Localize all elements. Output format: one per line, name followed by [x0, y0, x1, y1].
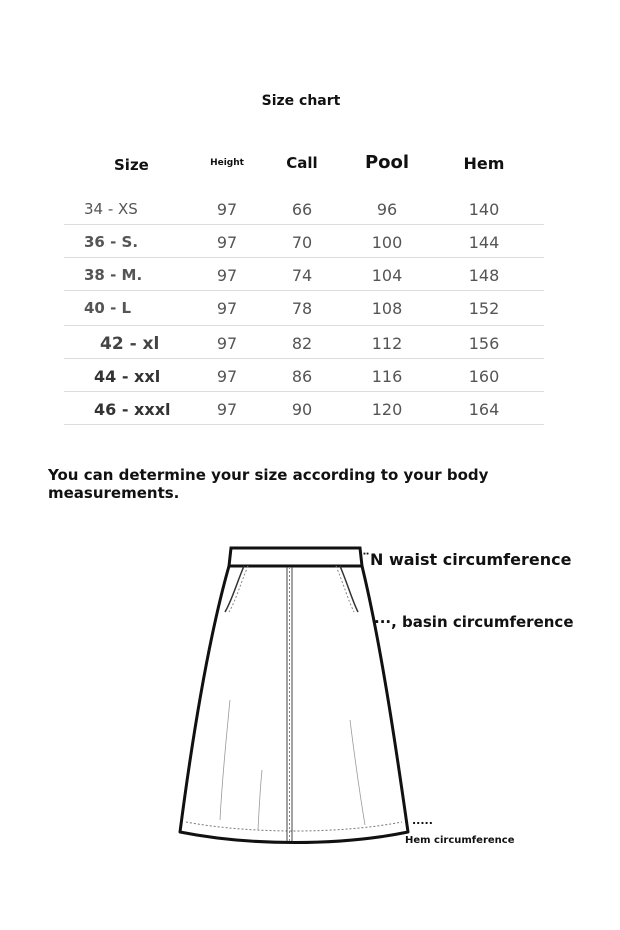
cell-size: 46 - xxxl: [94, 400, 171, 419]
cell-height: 97: [216, 266, 238, 285]
header-hem: Hem: [463, 154, 505, 173]
cell-pool: 96: [376, 200, 398, 219]
hem-dots: .....: [412, 814, 433, 827]
cell-pool: 116: [371, 367, 403, 386]
cell-pool: 112: [371, 334, 403, 353]
basin-label: ···, basin circumference: [374, 613, 574, 631]
cell-pool: 100: [371, 233, 403, 252]
cell-call: 70: [291, 233, 313, 252]
cell-hem: 152: [468, 299, 500, 318]
fold-line: [258, 770, 262, 830]
hem-label: Hem circumference: [405, 835, 515, 846]
chart-title: Size chart: [261, 93, 341, 109]
cell-pool: 104: [371, 266, 403, 285]
header-call: Call: [286, 154, 318, 172]
cell-call: 90: [291, 400, 313, 419]
cell-height: 97: [216, 233, 238, 252]
skirt-outline: [180, 566, 408, 843]
cell-call: 78: [291, 299, 313, 318]
cell-pool: 120: [371, 400, 403, 419]
cell-size: 40 - L: [84, 299, 132, 317]
cell-height: 97: [216, 299, 238, 318]
fold-line: [220, 700, 230, 820]
cell-hem: 148: [468, 266, 500, 285]
cell-size: 36 - S.: [84, 233, 139, 251]
cell-height: 97: [216, 334, 238, 353]
cell-call: 82: [291, 334, 313, 353]
cell-call: 86: [291, 367, 313, 386]
measurement-note: You can determine your size according to your body measurements.: [48, 466, 489, 502]
hem-stitch: [186, 822, 402, 831]
waist-label: ¨N waist circumference: [362, 550, 572, 569]
cell-hem: 160: [468, 367, 500, 386]
left-pocket-stitch: [229, 566, 248, 612]
cell-size: 38 - M.: [84, 266, 143, 284]
cell-height: 97: [216, 400, 238, 419]
right-pocket-stitch: [336, 566, 354, 612]
cell-pool: 108: [371, 299, 403, 318]
cell-call: 66: [291, 200, 313, 219]
cell-size: 34 - XS: [84, 200, 138, 218]
cell-hem: 164: [468, 400, 500, 419]
right-pocket: [340, 566, 358, 612]
cell-height: 97: [216, 200, 238, 219]
header-height: Height: [210, 158, 244, 168]
header-pool: Pool: [364, 152, 410, 173]
cell-height: 97: [216, 367, 238, 386]
cell-hem: 140: [468, 200, 500, 219]
cell-size: 42 - xl: [100, 334, 160, 354]
waistband-outline: [229, 548, 362, 566]
cell-hem: 144: [468, 233, 500, 252]
header-size: Size: [114, 156, 149, 174]
cell-hem: 156: [468, 334, 500, 353]
cell-size: 44 - xxl: [94, 367, 161, 386]
fold-line: [350, 720, 365, 825]
cell-call: 74: [291, 266, 313, 285]
